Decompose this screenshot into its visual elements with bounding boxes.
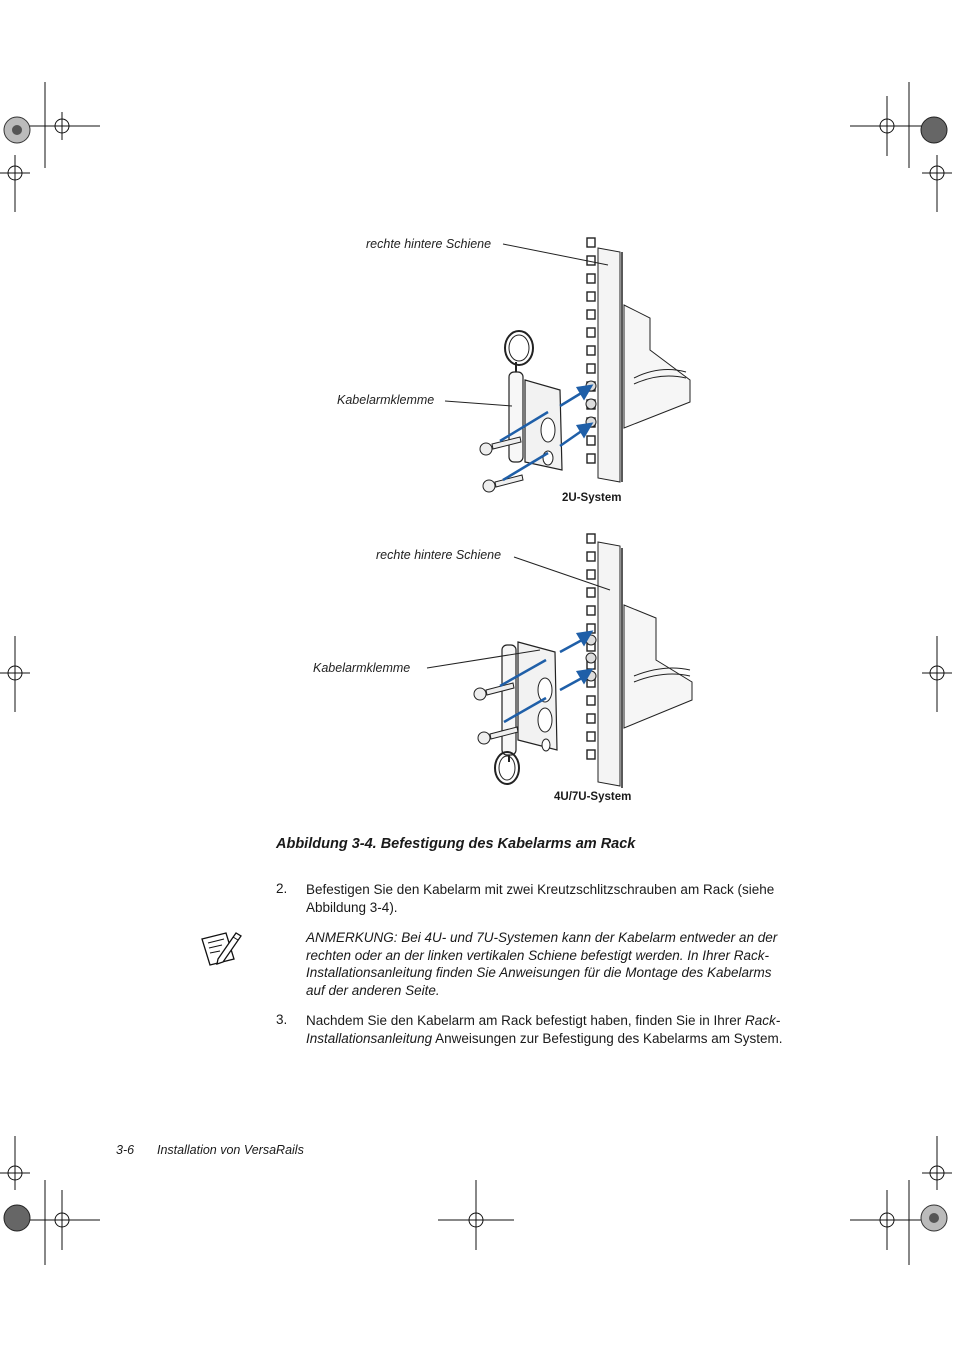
note-line: auf der anderen Seite. [306, 982, 440, 998]
step-number: 2. [276, 881, 288, 896]
step-line: Abbildung 3-4). [306, 899, 398, 915]
clamp-label-2u: Kabelarmklemme [337, 393, 435, 407]
note-line: Installationsanleitung finden Sie Anweisungen für die Montage des Kabelarms [306, 965, 772, 980]
page-number: 3-6 [116, 1143, 135, 1157]
step-line [306, 1030, 846, 1048]
step-number: 3. [276, 1012, 288, 1027]
rail-label-4u7u: rechte hintere Schiene [376, 548, 502, 562]
step-line [306, 1012, 846, 1030]
note-line: rechten oder an der linken vertikalen Schiene befestigt werden. In Ihrer Rack- [306, 947, 770, 963]
section-title: Installation von VersaRails [157, 1143, 304, 1157]
system-label-2u: 2U-System [562, 492, 622, 504]
rail-label-2u: rechte hintere Schiene [366, 237, 492, 251]
step-text-italic: Installationsanleitung [306, 1030, 433, 1046]
note-line: ANMERKUNG: Bei 4U- und 7U-Systemen kann der Kabelarm entweder an der [306, 930, 778, 945]
pencil-note-icon [200, 929, 244, 969]
step-line: Befestigen Sie den Kabelarm mit zwei Kreutzschlitzschrauben am Rack (siehe [306, 882, 775, 897]
system-label-4u7u: 4U/7U-System [554, 791, 632, 803]
figure-caption: Abbildung 3-4. Befestigung des Kabelarms am Rack [276, 836, 636, 852]
step-text-run: Nachdem Sie den Kabelarm am Rack befestigt haben, finden Sie in Ihrer [306, 1013, 745, 1028]
note-text [306, 929, 826, 999]
step-text-italic: Rack- [745, 1013, 781, 1028]
step-text [306, 1012, 846, 1047]
step-text-run: Anweisungen zur Befestigung des Kabelarms am System. [432, 1030, 783, 1046]
step-text [306, 881, 826, 916]
clamp-label-4u7u: Kabelarmklemme [313, 661, 411, 675]
